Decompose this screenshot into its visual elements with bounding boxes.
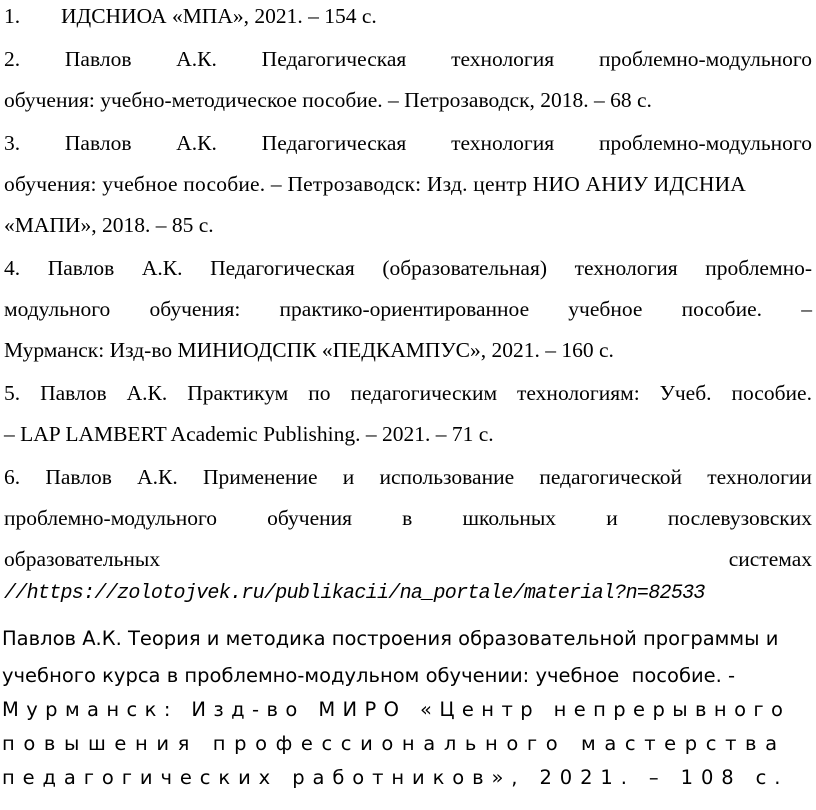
word: А.К. bbox=[126, 381, 168, 405]
word: Павлов bbox=[45, 465, 112, 489]
word: Практикум bbox=[187, 381, 289, 405]
word: в bbox=[402, 506, 413, 530]
word: Павлов bbox=[47, 256, 115, 280]
reference-text: учебного курса в проблемно-модульном обучении: учебное пособие. - bbox=[2, 664, 736, 687]
reference-1-line-1 bbox=[4, 3, 812, 29]
reference-5-line-1 bbox=[4, 380, 812, 406]
word: педагогическим bbox=[350, 381, 498, 405]
word: проблемно- bbox=[705, 256, 812, 280]
reference-4-line-3 bbox=[4, 337, 812, 363]
reference-6-line-3 bbox=[4, 546, 812, 572]
reference-text: Павлов А.К. Теория и методика построения образовательной программы и bbox=[2, 627, 779, 650]
word: – bbox=[801, 297, 812, 321]
word: А.К. bbox=[137, 465, 178, 489]
word: (образовательная) bbox=[382, 256, 548, 280]
word: послевузовских bbox=[667, 506, 812, 530]
reference-3-line-1 bbox=[4, 130, 812, 156]
reference-text: Мурманск: Изд-во МИРО «Центр непрерывного bbox=[2, 698, 791, 721]
reference-6-url[interactable] bbox=[4, 581, 812, 607]
reference-3-line-3 bbox=[4, 212, 812, 238]
reference-number: 3. bbox=[4, 131, 21, 155]
word: Педагогическая bbox=[261, 47, 407, 71]
word: системах bbox=[728, 547, 812, 571]
word: А.К. bbox=[141, 256, 183, 280]
reference-text: обучения: учебно-методическое пособие. – Петрозаводск, 2018. – 68 с. bbox=[4, 88, 652, 112]
reference-number: 2. bbox=[4, 47, 21, 71]
reference-number: 4. bbox=[4, 256, 21, 280]
reference-number: 1. bbox=[4, 4, 21, 28]
word: Павлов bbox=[64, 47, 132, 71]
final-reference-line-2 bbox=[2, 663, 812, 689]
word: технология bbox=[574, 256, 678, 280]
reference-text: педагогических работников», 2021. – 108 с. bbox=[2, 766, 789, 789]
final-reference-line-5 bbox=[2, 765, 812, 791]
word: использование bbox=[379, 465, 515, 489]
word: учебное bbox=[568, 297, 643, 321]
word: А.К. bbox=[176, 131, 217, 155]
word: по bbox=[308, 381, 331, 405]
word: Применение bbox=[202, 465, 318, 489]
final-reference-line-1 bbox=[2, 626, 812, 652]
word: технология bbox=[451, 47, 555, 71]
reference-text: повышения профессионального мастерства bbox=[2, 732, 786, 755]
word: модульного bbox=[4, 297, 111, 321]
reference-4-line-2 bbox=[4, 296, 812, 322]
reference-2-line-2 bbox=[4, 87, 812, 113]
word: образовательных bbox=[4, 547, 161, 571]
word: проблемно-модульного bbox=[598, 131, 812, 155]
final-reference-line-3 bbox=[2, 697, 812, 723]
word: Учеб. bbox=[659, 381, 712, 405]
word: и bbox=[342, 465, 355, 489]
reference-text: – LAP LAMBERT Academic Publishing. – 2021. – 71 с. bbox=[4, 422, 494, 446]
word: обучения: bbox=[149, 297, 241, 321]
word: школьных bbox=[462, 506, 557, 530]
word: проблемно-модульного bbox=[4, 506, 218, 530]
word: педагогической bbox=[539, 465, 682, 489]
reference-text: обучения: учебное пособие. – Петрозаводск: Изд. центр НИО АНИУ ИДСНИА bbox=[4, 172, 747, 196]
word: обучения bbox=[267, 506, 353, 530]
word: практико-ориентированное bbox=[279, 297, 530, 321]
reference-3-line-2 bbox=[4, 171, 812, 197]
reference-number: 5. bbox=[4, 381, 21, 405]
word: и bbox=[606, 506, 618, 530]
final-reference-line-4 bbox=[2, 731, 812, 757]
word: технологии bbox=[707, 465, 812, 489]
reference-6-line-2 bbox=[4, 505, 812, 531]
reference-text: Мурманск: Изд-во МИНИОДСПК «ПЕДКАМПУС», 2021. – 160 с. bbox=[4, 338, 614, 362]
reference-6-line-1 bbox=[4, 464, 812, 490]
word: Педагогическая bbox=[210, 256, 355, 280]
reference-4-line-1 bbox=[4, 255, 812, 281]
word: пособие. bbox=[731, 381, 812, 405]
word: Павлов bbox=[40, 381, 107, 405]
word: технологиям: bbox=[517, 381, 640, 405]
word: технология bbox=[451, 131, 555, 155]
reference-number: 6. bbox=[4, 465, 21, 489]
word: А.К. bbox=[176, 47, 217, 71]
word: проблемно-модульного bbox=[598, 47, 812, 71]
reference-text: «МАПИ», 2018. – 85 с. bbox=[4, 213, 214, 237]
reference-2-line-1 bbox=[4, 46, 812, 72]
reference-text: ИДСНИОА «МПА», 2021. – 154 с. bbox=[61, 4, 377, 28]
url-link[interactable]: //https://zolotojvek.ru/publikacii/na_portale/material?n=82533 bbox=[4, 582, 705, 605]
word: Павлов bbox=[64, 131, 132, 155]
word: пособие. bbox=[681, 297, 763, 321]
word: Педагогическая bbox=[261, 131, 407, 155]
reference-5-line-2 bbox=[4, 421, 812, 447]
